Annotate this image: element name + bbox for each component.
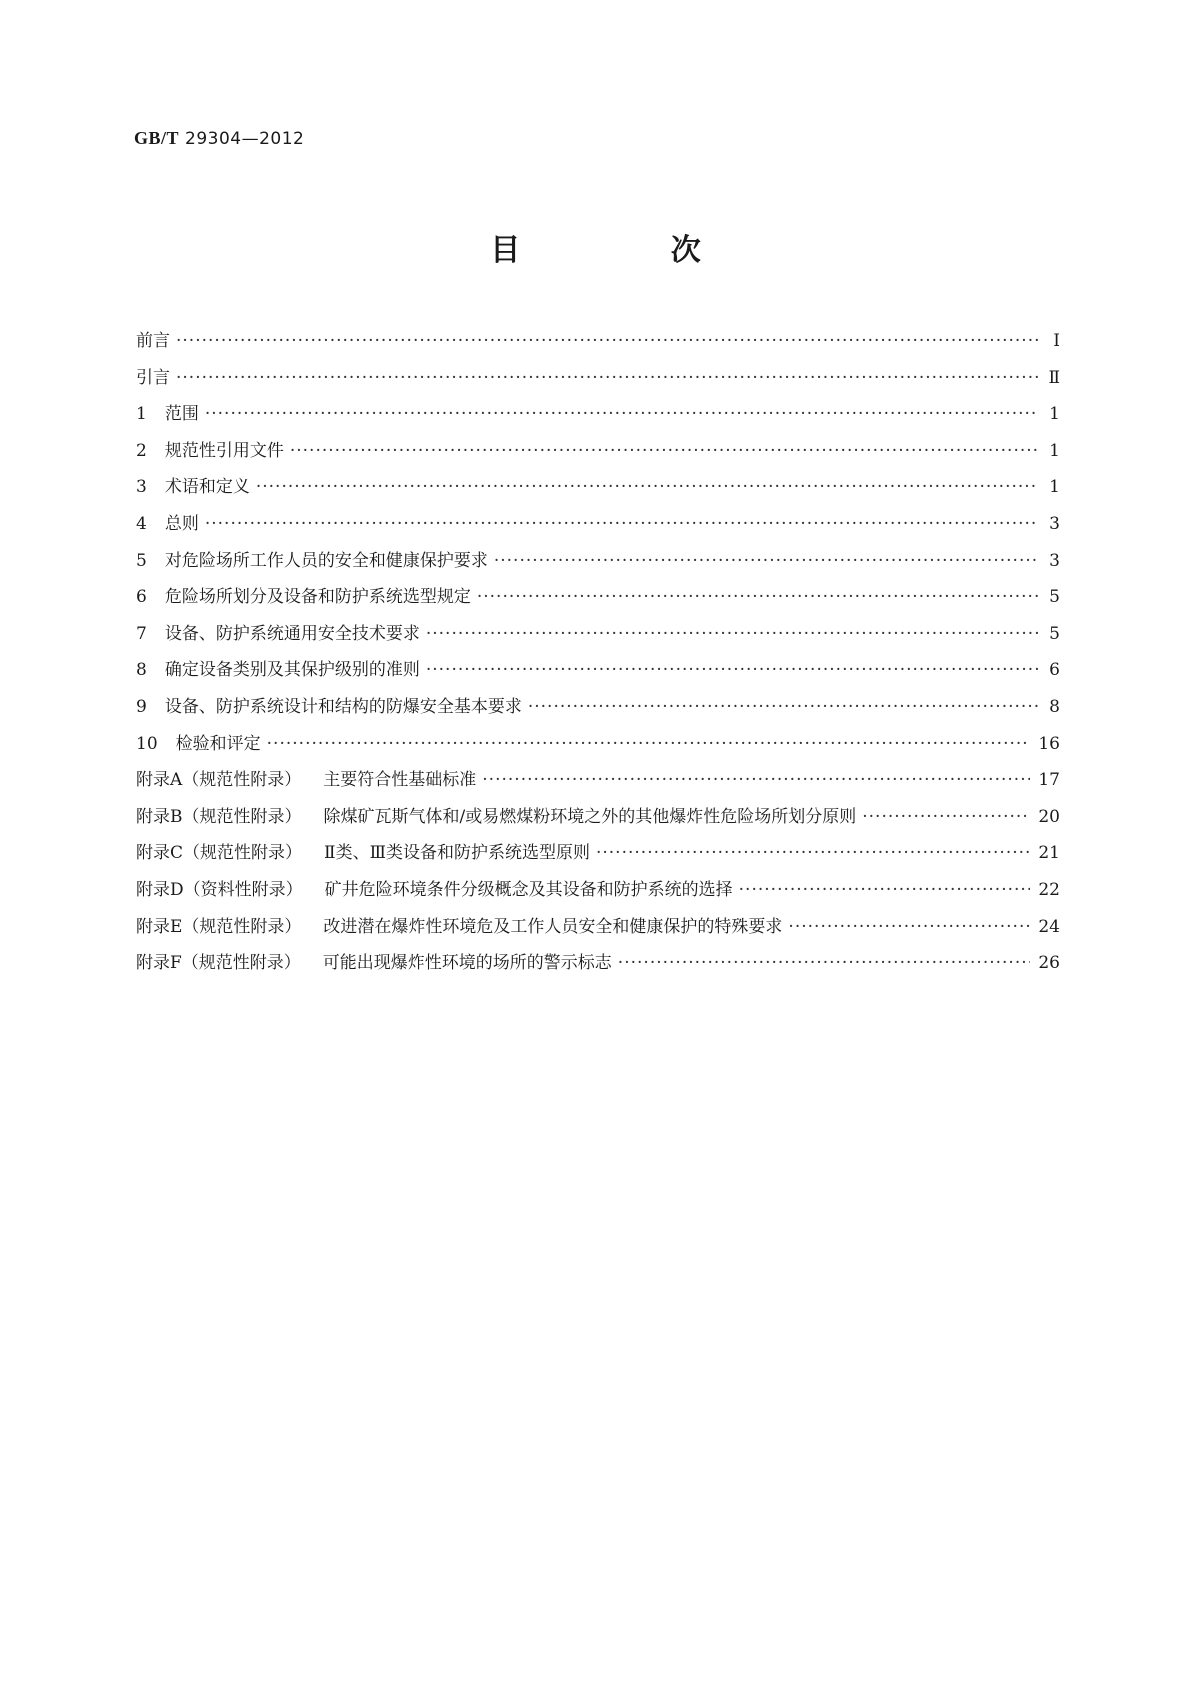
standard-code-prefix: GB/T bbox=[134, 128, 180, 148]
toc-entry[interactable] bbox=[136, 546, 1060, 583]
toc-entry-number: 8 bbox=[136, 660, 147, 681]
toc-entry-page: 1 bbox=[1049, 440, 1060, 461]
toc-entry[interactable] bbox=[136, 619, 1060, 656]
toc-leader-dots bbox=[426, 660, 1038, 680]
toc-leader-dots bbox=[267, 734, 1031, 754]
toc-entry-number: 10 bbox=[136, 733, 158, 754]
standard-code-number: 29304—2012 bbox=[185, 129, 305, 149]
toc-entry-number: 附录E（规范性附录） bbox=[136, 916, 302, 937]
toc-entry-page: Ⅱ bbox=[1048, 367, 1060, 388]
toc-entry-page: 21 bbox=[1038, 843, 1060, 864]
toc-entry[interactable] bbox=[136, 582, 1060, 619]
toc-entry[interactable] bbox=[136, 472, 1060, 509]
toc-entry-page: 5 bbox=[1049, 587, 1060, 608]
toc-entry-title: 规范性引用文件 bbox=[164, 440, 284, 461]
toc-entry-number: 1 bbox=[136, 404, 147, 425]
toc-leader-dots bbox=[862, 807, 1030, 827]
toc-entry-number: 3 bbox=[136, 477, 147, 498]
toc-entry-number: 9 bbox=[136, 696, 147, 717]
toc-entry-page: 3 bbox=[1049, 513, 1060, 534]
toc-entry-number: 4 bbox=[136, 513, 147, 534]
toc-entry-title: 确定设备类别及其保护级别的准则 bbox=[164, 660, 420, 681]
toc-entry-title: 设备、防护系统设计和结构的防爆安全基本要求 bbox=[164, 696, 522, 717]
toc-entry-title: 对危险场所工作人员的安全和健康保护要求 bbox=[164, 550, 488, 571]
toc-leader-dots bbox=[176, 368, 1038, 388]
toc-entry[interactable] bbox=[136, 692, 1060, 729]
toc-entry[interactable] bbox=[136, 875, 1060, 912]
toc-entry-number: 5 bbox=[136, 550, 147, 571]
table-of-contents bbox=[136, 326, 1060, 985]
toc-entry-title: 危险场所划分及设备和防护系统选型规定 bbox=[164, 587, 471, 608]
toc-entry-title: 矿井危险环境条件分级概念及其设备和防护系统的选择 bbox=[324, 879, 733, 900]
toc-leader-dots bbox=[482, 770, 1030, 790]
toc-entry-page: 17 bbox=[1038, 770, 1060, 791]
toc-entry[interactable] bbox=[136, 912, 1060, 949]
toc-leader-dots bbox=[176, 331, 1038, 351]
toc-entry-title: 除煤矿瓦斯气体和/或易燃煤粉环境之外的其他爆炸性危险场所划分原则 bbox=[323, 806, 857, 827]
toc-entry-title: 检验和评定 bbox=[175, 733, 261, 754]
toc-entry-number: 附录A（规范性附录） bbox=[136, 770, 302, 791]
toc-entry-title: 设备、防护系统通用安全技术要求 bbox=[164, 623, 420, 644]
toc-leader-dots bbox=[618, 953, 1031, 973]
toc-leader-dots bbox=[739, 880, 1031, 900]
toc-entry-page: 16 bbox=[1038, 733, 1060, 754]
toc-leader-dots bbox=[426, 624, 1038, 644]
toc-entry-title: 主要符合性基础标准 bbox=[323, 770, 477, 791]
toc-entry-page: 22 bbox=[1038, 879, 1060, 900]
toc-entry[interactable] bbox=[136, 509, 1060, 546]
toc-entry-number: 2 bbox=[136, 440, 147, 461]
toc-entry-page: 3 bbox=[1049, 550, 1060, 571]
toc-entry-page: Ⅰ bbox=[1053, 331, 1060, 351]
toc-entry-title: 范围 bbox=[164, 404, 199, 425]
toc-leader-dots bbox=[477, 587, 1038, 607]
toc-entry-page: 24 bbox=[1038, 916, 1060, 937]
toc-entry[interactable] bbox=[136, 399, 1060, 436]
toc-leader-dots bbox=[205, 514, 1038, 534]
toc-leader-dots bbox=[256, 477, 1038, 497]
toc-entry-number: 7 bbox=[136, 623, 147, 644]
toc-entry[interactable] bbox=[136, 838, 1060, 875]
toc-entry-title: 引言 bbox=[136, 367, 170, 388]
toc-entry-title: 前言 bbox=[136, 331, 170, 351]
toc-entry-page: 26 bbox=[1038, 953, 1060, 974]
toc-entry-page: 8 bbox=[1049, 696, 1060, 717]
toc-entry-title: 可能出现爆炸性环境的场所的警示标志 bbox=[322, 953, 612, 974]
toc-entry-number: 附录C（规范性附录） bbox=[136, 843, 303, 864]
toc-leader-dots bbox=[528, 697, 1038, 717]
toc-entry-number: 6 bbox=[136, 587, 147, 608]
toc-entry[interactable] bbox=[136, 655, 1060, 692]
standard-code bbox=[134, 128, 304, 149]
toc-entry-page: 1 bbox=[1049, 404, 1060, 425]
toc-entry[interactable] bbox=[136, 326, 1060, 363]
toc-entry[interactable] bbox=[136, 363, 1060, 400]
toc-entry-title: 总则 bbox=[164, 513, 199, 534]
toc-entry[interactable] bbox=[136, 948, 1060, 985]
toc-entry-page: 20 bbox=[1038, 806, 1060, 827]
toc-entry-number: 附录D（资料性附录） bbox=[136, 879, 303, 900]
toc-entry[interactable] bbox=[136, 436, 1060, 473]
toc-entry[interactable] bbox=[136, 765, 1060, 802]
toc-entry-title: 改进潜在爆炸性环境危及工作人员安全和健康保护的特殊要求 bbox=[323, 916, 783, 937]
toc-entry-title: Ⅱ类、Ⅲ类设备和防护系统选型原则 bbox=[324, 843, 590, 864]
toc-leader-dots bbox=[494, 551, 1038, 571]
toc-leader-dots bbox=[596, 843, 1030, 863]
toc-leader-dots bbox=[205, 404, 1038, 424]
toc-entry-title: 术语和定义 bbox=[164, 477, 250, 498]
page-title: 目 次 bbox=[490, 233, 771, 268]
toc-leader-dots bbox=[788, 917, 1030, 937]
toc-entry-number: 附录B（规范性附录） bbox=[136, 806, 302, 827]
toc-entry[interactable] bbox=[136, 729, 1060, 766]
toc-entry[interactable] bbox=[136, 802, 1060, 839]
toc-entry-page: 6 bbox=[1049, 660, 1060, 681]
toc-entry-number: 附录F（规范性附录） bbox=[136, 953, 301, 974]
toc-entry-page: 5 bbox=[1049, 623, 1060, 644]
toc-leader-dots bbox=[290, 441, 1038, 461]
toc-entry-page: 1 bbox=[1049, 477, 1060, 498]
